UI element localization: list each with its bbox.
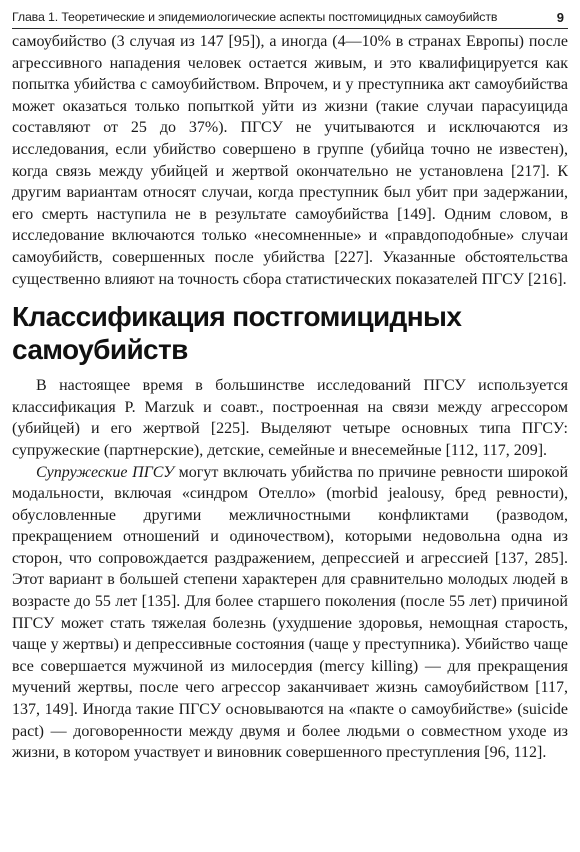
section-heading: Классификация постгомицидных самоубийств: [12, 301, 462, 366]
running-header: [12, 6, 568, 29]
chapter-running-title: Глава 1. Теоретические и эпидемиологические аспекты постгомицидных самоубийств: [12, 10, 498, 24]
paragraph-text: могут включать убийства по причине ревности широкой модальности, включая «синдром Отелло» (morbid jealousy, бред ревности), обусловленные другими межличностными конфликтами (разводом, прекращением отношений и одиночеством), которыми недовольна одна из сторон, что сопровождается раздражением, депрессией и агрессией [137, 285]. Этот вариант в большей степени характерен для сравнительно молодых людей в возрасте до 55 лет [135]. Для более старшего поколения (после 55 лет) причиной ПГСУ может стать тяжелая болезнь (ухудшение здоровья, немощная старость, чаще у жертвы) и депрессивные состояния (чаще у преступника). Убийство чаще все совершается мужчиной из милосердия (mercy killing) — для прекращения мучений жертвы, после чего агрессор заканчивает жизнь самоубийством [117, 137, 149]. Иногда такие ПГСУ основываются на «пакте о самоубийстве» (suicide pact) — договоренности между двумя и более людьми о совместном уходе из жизни, в котором участвует и виновник совершенного преступления [96, 112].: [12, 463, 568, 762]
italic-term: Супружеские ПГСУ: [36, 463, 175, 481]
body-paragraph: [12, 462, 568, 764]
body-paragraph: самоубийство (3 случая из 147 [95]), а иногда (4—10% в странах Европы) после агрессивного нападения человек остается живым, и это квалифицируется как попытка убийства с самоубийством. Впрочем, и у преступника акт самоубийства может оказаться только попыткой уйти из жизни (такие случаи парасуицида составляют от 25 до 37%). ПГСУ не учитываются и исключаются из исследования, если убийство совершено в группе (убийца точно не известен), когда связь между убийцей и жертвой окончательно не установлена [217]. К другим вариантам относят случаи, когда преступник был убит при задержании, его смерть наступила не в результате самоубийства [149]. Одним словом, в исследование включаются только «несомненные» и «правдоподобные» случаи самоубийств, совершенных после убийства [227]. Указанные обстоятельства существенно влияют на точность сбора статистических показателей ПГСУ [216].: [12, 33, 568, 288]
page-number: 9: [556, 9, 564, 25]
body-paragraph: В настоящее время в большинстве исследований ПГСУ используется классификация P. Marzuk и соавт., построенная на связи между агрессором (убийцей) и его жертвой [225]. Выделяют четыре основных типа ПГСУ: супружеские (партнерские), детские, семейные и внесемейные [112, 117, 209].: [12, 377, 568, 459]
page-body: [12, 31, 568, 764]
